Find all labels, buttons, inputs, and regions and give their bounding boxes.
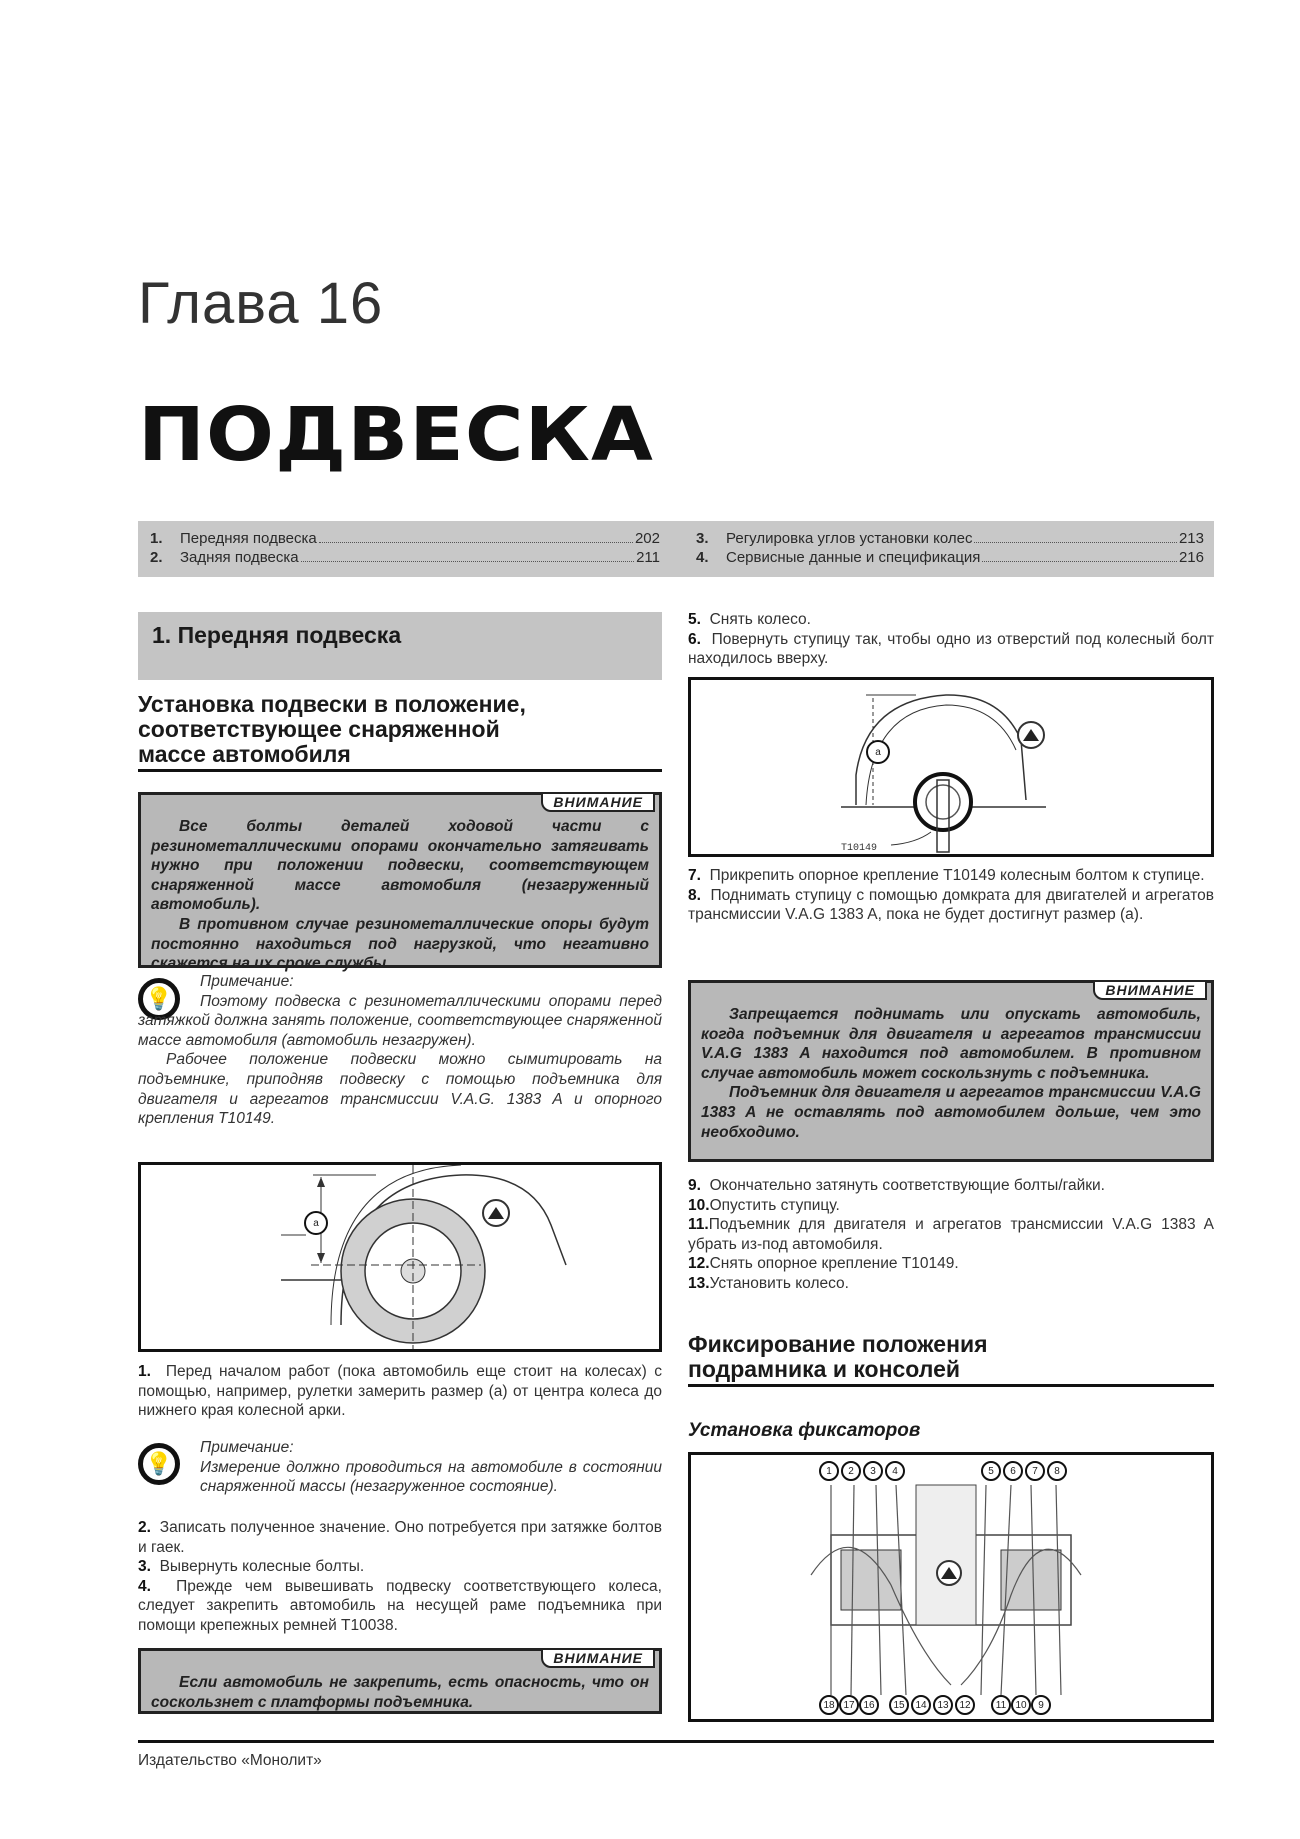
step-number: 7. — [688, 867, 701, 884]
callout-16: 16 — [859, 1695, 879, 1715]
step-item — [688, 1274, 1214, 1294]
subframe-diagram — [691, 1455, 1211, 1719]
step-number: 12. — [688, 1255, 710, 1273]
steps-list — [688, 610, 1214, 669]
warning-paragraph: Все болты деталей ходовой части с резинометаллическими опорами окончательно затягивать нужно при положении подвески, соответствующем снаряженной массе автомобиля (незагруженный автомобиль). — [151, 818, 649, 914]
step-text: Повернуть ступицу так, чтобы одно из отверстий под колесный болт находилось вверху. — [688, 630, 1214, 668]
toc-entry-number: 2. — [150, 549, 163, 566]
callout-14: 14 — [911, 1695, 931, 1715]
dimension-callout-a: a — [866, 740, 890, 764]
toc-right-column — [684, 529, 1204, 567]
step-item — [688, 630, 1214, 669]
dimension-callout-a: a — [304, 1211, 328, 1235]
chapter-number: Глава 16 — [138, 271, 384, 336]
step-text: Снять колесо. — [709, 611, 811, 628]
step-item — [138, 1518, 662, 1557]
step-text: Записать полученное значение. Оно потребуется при затяжке болтов и гаек. — [138, 1519, 662, 1556]
toc-entry-label: Задняя подвеска — [180, 549, 299, 566]
table-of-contents — [138, 521, 1214, 577]
callout-12: 12 — [955, 1695, 975, 1715]
step-number: 13. — [688, 1274, 710, 1292]
toc-entry-page: 213 — [1178, 530, 1204, 547]
step-text: Подъемник для двигателя и агрегатов трансмиссии V.A.G 1383 A убрать из-под автомобиля. — [688, 1216, 1214, 1253]
callout-17: 17 — [839, 1695, 859, 1715]
step-item — [688, 1176, 1214, 1196]
step-item — [138, 1577, 662, 1636]
warning-box — [138, 792, 662, 973]
note-block — [138, 972, 662, 1129]
step-item — [138, 1557, 662, 1577]
step-number: 11. — [688, 1216, 709, 1234]
wheel-arch-diagram — [141, 1165, 659, 1349]
step-number: 5. — [688, 611, 701, 628]
step-number: 3. — [138, 1558, 151, 1576]
subheading-line: подрамника и консолей — [688, 1356, 961, 1382]
warning-paragraph: В противном случае резинометаллические опоры будут постоянно находиться под нагрузкой, что негативно скажется на их сроке службы. — [151, 915, 649, 973]
footer-rule — [138, 1740, 1214, 1743]
warning-box — [688, 980, 1214, 1162]
callout-5: 5 — [981, 1461, 1001, 1481]
step-number: 8. — [688, 886, 701, 904]
warning-box — [138, 1648, 662, 1714]
callout-7: 7 — [1025, 1461, 1045, 1481]
subheading-suspension-position — [138, 692, 662, 772]
warning-text — [151, 1673, 649, 1712]
warning-text — [701, 1005, 1201, 1142]
toc-entry-label: Передняя подвеска — [180, 530, 317, 547]
step-item — [688, 610, 1214, 630]
callout-15: 15 — [889, 1695, 909, 1715]
figure-fixators — [688, 1452, 1214, 1722]
step-text: Перед началом работ (пока автомобиль еще стоит на колесах) с помощью, например, рулетки замерить размер (a) от центра колеса до нижнего края колесной арки. — [138, 1363, 662, 1420]
warning-paragraph: Если автомобиль не закрепить, есть опасность, что он соскользнет с платформы подъемника. — [151, 1674, 649, 1711]
callout-1: 1 — [819, 1461, 839, 1481]
step-text: Опустить ступицу. — [709, 1196, 840, 1214]
callout-8: 8 — [1047, 1461, 1067, 1481]
step-number: 2. — [138, 1519, 151, 1536]
note-paragraph: Рабочее положение подвески можно сымитировать на подъемнике, приподняв подвеску с помощью подъемника для двигателя и агрегатов трансмиссии V.A.G. 1383 A и опорного крепления T10149. — [138, 1051, 662, 1128]
toc-entry[interactable] — [684, 529, 1204, 548]
note-paragraph: Измерение должно проводиться на автомобиле в состоянии снаряженной массы (незагруженное состояние). — [200, 1458, 662, 1496]
warning-tag: ВНИМАНИЕ — [1093, 980, 1207, 1000]
step-1 — [138, 1362, 662, 1421]
figure-hub-support — [688, 677, 1214, 857]
toc-left-column — [138, 529, 660, 567]
step-item — [688, 1254, 1214, 1274]
toc-leader-dots — [974, 542, 1176, 543]
warning-text — [151, 817, 649, 974]
toc-entry-page: 211 — [636, 549, 660, 566]
toc-entry[interactable] — [684, 548, 1204, 567]
step-text: Вывернуть колесные болты. — [159, 1558, 365, 1576]
toc-entry-label: Сервисные данные и спецификация — [726, 549, 981, 566]
toc-entry-page: 216 — [1178, 549, 1204, 566]
hub-support-diagram — [691, 680, 1211, 854]
toc-entry-number: 3. — [696, 530, 709, 547]
step-item — [688, 1196, 1214, 1216]
toc-entry-label: Регулировка углов установки колес — [726, 530, 973, 547]
warning-paragraph: Запрещается поднимать или опускать автомобиль, когда подъемник для двигателя и агрегатов трансмиссии V.A.G 1383 A находится под автомобилем. В противном случае автомобиль может соскользнуть с подъемника. — [701, 1006, 1201, 1082]
callout-10: 10 — [1011, 1695, 1031, 1715]
publisher-footer: Издательство «Монолит» — [138, 1752, 322, 1769]
step-text: Снять опорное крепление T10149. — [709, 1255, 959, 1273]
toc-leader-dots — [319, 542, 633, 543]
step-number: 4. — [138, 1577, 151, 1595]
figure-wheel-arch-measurement — [138, 1162, 662, 1352]
steps-list — [688, 1176, 1214, 1294]
step-item — [688, 886, 1214, 925]
chapter-title: ПОДВЕСКА — [138, 392, 654, 478]
step-text: Прежде чем вывешивать подвеску соответствующего колеса, следует закрепить автомобиль на несущей раме подъемника при помощи крепежных ремней T10038. — [138, 1577, 662, 1634]
step-text: Окончательно затянуть соответствующие болты/гайки. — [709, 1177, 1105, 1194]
note-paragraph: Поэтому подвеска с резинометаллическими опорами перед затяжкой должна занять положение, соответствующее снаряженной массе автомобиля (автомобиль незагружен). — [138, 992, 662, 1049]
toc-entry-number: 1. — [150, 530, 163, 547]
step-number: 9. — [688, 1177, 701, 1194]
step-number: 6. — [688, 630, 701, 648]
step-number: 1. — [138, 1363, 151, 1380]
toc-entry-page: 202 — [634, 530, 660, 547]
subheading-subframe-fixing — [688, 1332, 1214, 1387]
subheading-line: Установка подвески в положение, — [138, 691, 526, 717]
toc-entry[interactable] — [138, 529, 660, 548]
step-text: Прикрепить опорное крепление T10149 колесным болтом к ступице. — [709, 867, 1205, 884]
toc-leader-dots — [982, 561, 1177, 562]
callout-18: 18 — [819, 1695, 839, 1715]
callout-3: 3 — [863, 1461, 883, 1481]
warning-tag: ВНИМАНИЕ — [541, 792, 655, 812]
callout-11: 11 — [991, 1695, 1011, 1715]
step-number: 10. — [688, 1196, 710, 1214]
step-item — [688, 866, 1214, 886]
subsubheading-install-fixators: Установка фиксаторов — [688, 1420, 921, 1441]
toc-entry-number: 4. — [696, 549, 709, 566]
callout-2: 2 — [841, 1461, 861, 1481]
toc-entry[interactable] — [138, 548, 660, 567]
callout-9: 9 — [1031, 1695, 1051, 1715]
warning-paragraph: Подъемник для двигателя и агрегатов трансмиссии V.A.G 1383 A не оставлять под автомобилем дольше, чем это необходимо. — [701, 1084, 1201, 1141]
step-text: Установить колесо. — [709, 1274, 849, 1292]
tool-label: T10149 — [841, 843, 878, 854]
note-label: Примечание: — [200, 973, 294, 990]
section-header — [138, 612, 662, 680]
warning-tag: ВНИМАНИЕ — [541, 1648, 655, 1668]
step-text: Поднимать ступицу с помощью домкрата для двигателей и агрегатов трансмиссии V.A.G 1383 A, пока не будет достигнут размер (a). — [688, 886, 1214, 924]
subheading-line: соответствующее снаряженной — [138, 716, 500, 742]
note-block — [200, 1438, 662, 1497]
subheading-line: Фиксирование положения — [688, 1331, 988, 1357]
steps-list — [688, 866, 1214, 925]
section-header-text: 1. Передняя подвеска — [152, 622, 402, 648]
callout-4: 4 — [885, 1461, 905, 1481]
step-item — [688, 1215, 1214, 1254]
note-label: Примечание: — [200, 1439, 294, 1456]
toc-leader-dots — [301, 561, 634, 562]
lightbulb-note-icon: 💡 — [138, 978, 180, 1020]
lightbulb-note-icon: 💡 — [138, 1443, 180, 1485]
subheading-line: массе автомобиля — [138, 741, 351, 767]
steps-list — [138, 1518, 662, 1636]
callout-13: 13 — [933, 1695, 953, 1715]
callout-6: 6 — [1003, 1461, 1023, 1481]
